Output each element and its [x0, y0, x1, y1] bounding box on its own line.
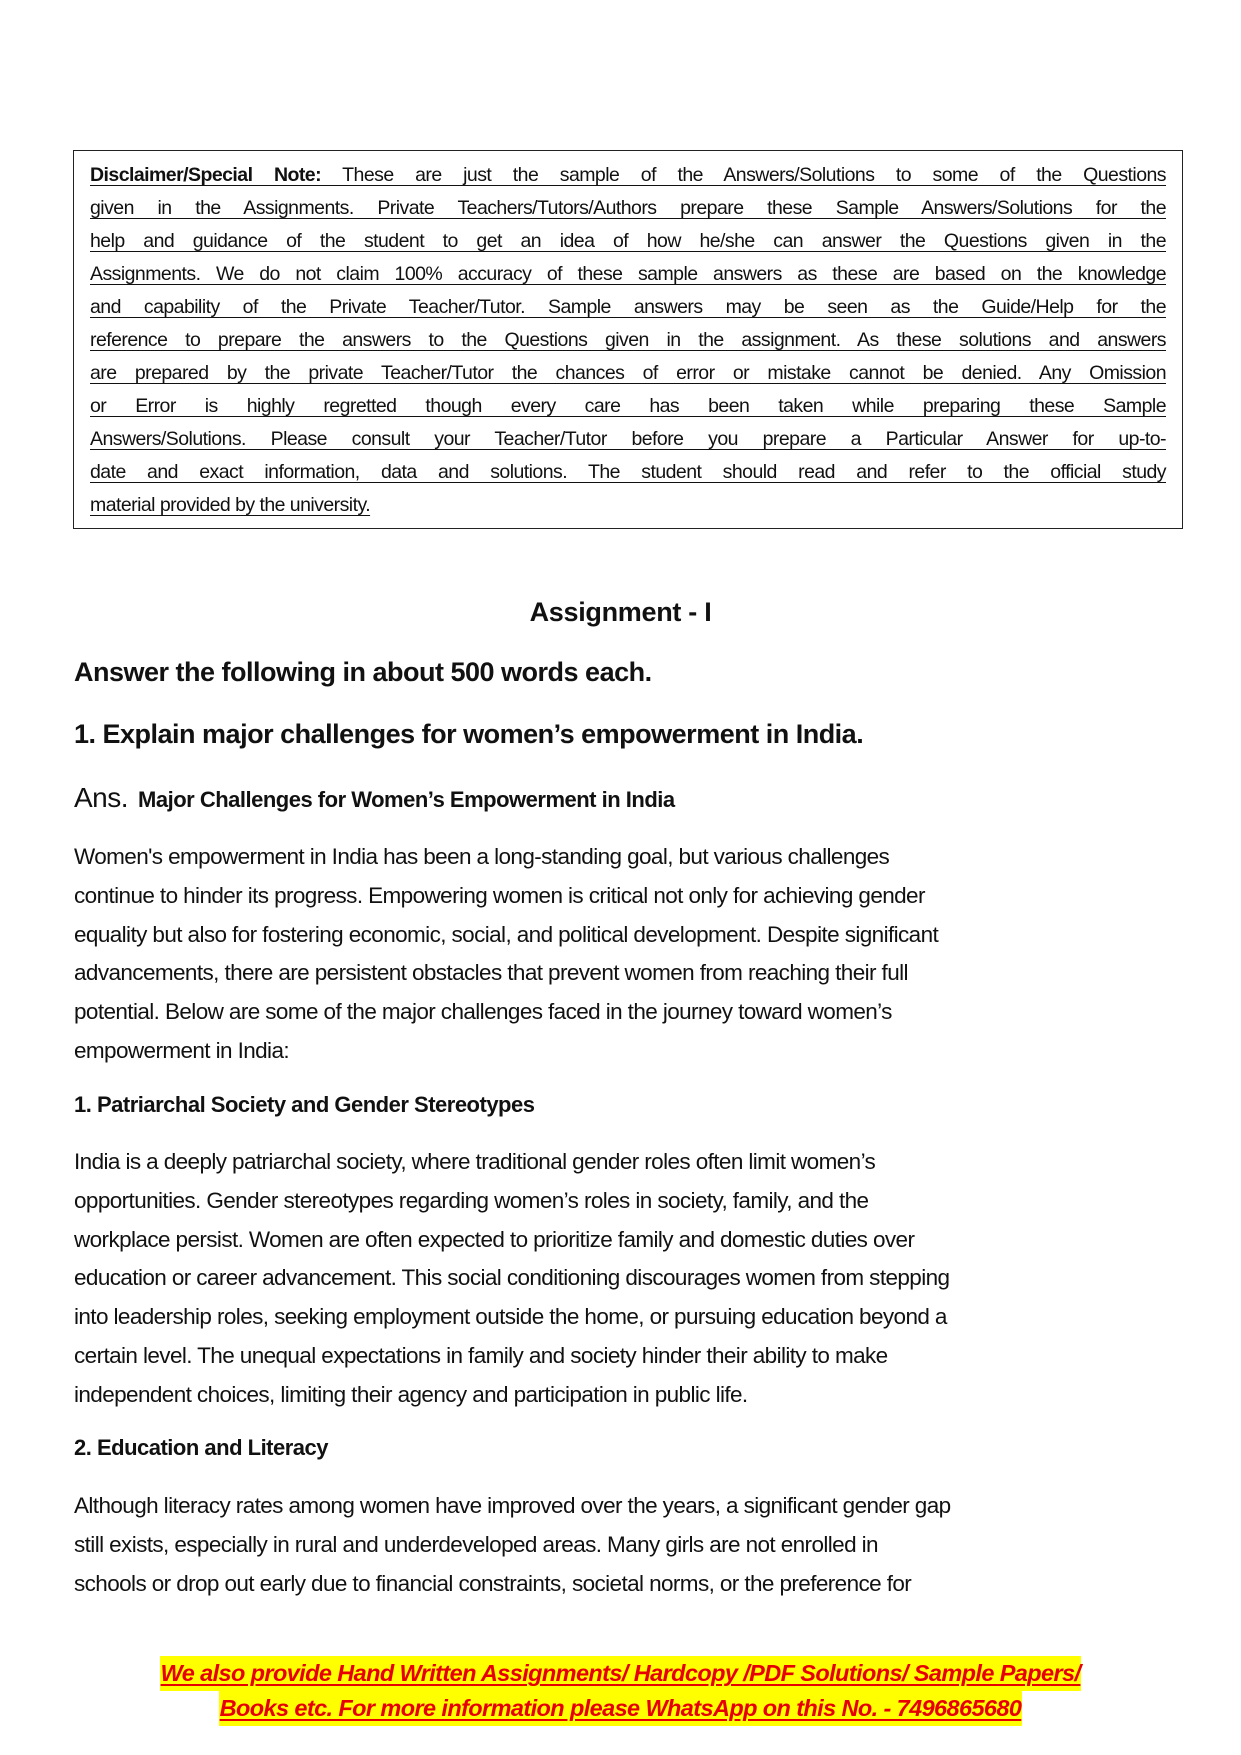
paragraph-line: workplace persist. Women are often expected to prioritize family and domestic duties over: [74, 1226, 915, 1252]
paragraph-line: certain level. The unequal expectations in family and society hinder their ability to make: [74, 1342, 888, 1368]
disclaimer-line: Assignments. We do not claim 100% accuracy of these sample answers as these are based on the knowledge: [90, 263, 1166, 285]
section-paragraph: [74, 1487, 1184, 1603]
disclaimer-text: [90, 159, 1166, 522]
disclaimer-line: help and guidance of the student to get an idea of how he/she can answer the Questions given in the: [90, 230, 1166, 252]
answer-heading: Major Challenges for Women’s Empowerment in India: [138, 787, 675, 812]
disclaimer-line: Answers/Solutions. Please consult your Teacher/Tutor before you prepare a Particular Answer for up-to-: [90, 428, 1166, 450]
section-paragraph: [74, 1143, 1184, 1415]
disclaimer-line-text: These are just the sample of the Answers/Solutions to some of the Questions: [321, 164, 1166, 186]
paragraph-line: independent choices, limiting their agency and participation in public life.: [74, 1381, 748, 1407]
assignment-title: Assignment - I: [529, 597, 712, 627]
disclaimer-line: material provided by the university.: [90, 494, 371, 516]
promo-line: We also provide Hand Written Assignments/ Hardcopy /PDF Solutions/ Sample Papers/: [160, 1656, 1082, 1691]
paragraph-line: Although literacy rates among women have improved over the years, a significant gender gap: [74, 1493, 951, 1518]
section-heading: 2. Education and Literacy: [74, 1435, 329, 1460]
disclaimer-line: are prepared by the private Teacher/Tutor the chances of error or mistake cannot be denied. Any Omission: [90, 362, 1166, 384]
paragraph-line: education or career advancement. This social conditioning discourages women from stepping: [74, 1265, 950, 1291]
disclaimer-line: or Error is highly regretted though every care has been taken while preparing these Sample: [90, 395, 1166, 417]
disclaimer-line: given in the Assignments. Private Teachers/Tutors/Authors prepare these Sample Answers/Solutions for the: [90, 197, 1166, 219]
answer-label: Ans.: [74, 782, 129, 813]
question-heading: 1. Explain major challenges for women’s empowerment in India.: [74, 719, 864, 749]
paragraph-line: advancements, there are persistent obstacles that prevent women from reaching their full: [74, 960, 908, 986]
disclaimer-line: [90, 159, 1166, 192]
paragraph-line: Women's empowerment in India has been a long-standing goal, but various challenges: [74, 844, 890, 869]
paragraph-line: into leadership roles, seeking employment outside the home, or pursuing education beyond a: [74, 1304, 947, 1330]
paragraph-line: schools or drop out early due to financial constraints, societal norms, or the preference for: [74, 1570, 912, 1596]
disclaimer-line: and capability of the Private Teacher/Tutor. Sample answers may be seen as the Guide/Help for the: [90, 296, 1166, 318]
disclaimer-label: Disclaimer/Special Note:: [90, 164, 322, 186]
paragraph-line: empowerment in India:: [74, 1037, 290, 1063]
intro-paragraph: [74, 838, 1184, 1071]
paragraph-line: still exists, especially in rural and underdeveloped areas. Many girls are not enrolled in: [74, 1531, 878, 1557]
disclaimer-line: reference to prepare the answers to the Questions given in the assignment. As these solutions and answers: [90, 329, 1166, 351]
instruction-heading: Answer the following in about 500 words each.: [74, 657, 652, 687]
paragraph-line: equality but also for fostering economic, social, and political development. Despite significant: [74, 921, 939, 947]
paragraph-line: India is a deeply patriarchal society, where traditional gender roles often limit women’s: [74, 1149, 876, 1174]
disclaimer-line: date and exact information, data and solutions. The student should read and refer to the official study: [90, 461, 1166, 483]
promo-line: Books etc. For more information please WhatsApp on this No. - 7496865680: [219, 1691, 1023, 1726]
section-heading: 1. Patriarchal Society and Gender Stereotypes: [74, 1092, 535, 1117]
promo-footer: [0, 1656, 1241, 1726]
answer-heading-line: [74, 782, 675, 814]
paragraph-line: continue to hinder its progress. Empowering women is critical not only for achieving gender: [74, 882, 925, 908]
paragraph-line: potential. Below are some of the major challenges faced in the journey toward women’s: [74, 999, 892, 1025]
disclaimer-box: [73, 150, 1183, 529]
paragraph-line: opportunities. Gender stereotypes regarding women’s roles in society, family, and the: [74, 1187, 869, 1213]
